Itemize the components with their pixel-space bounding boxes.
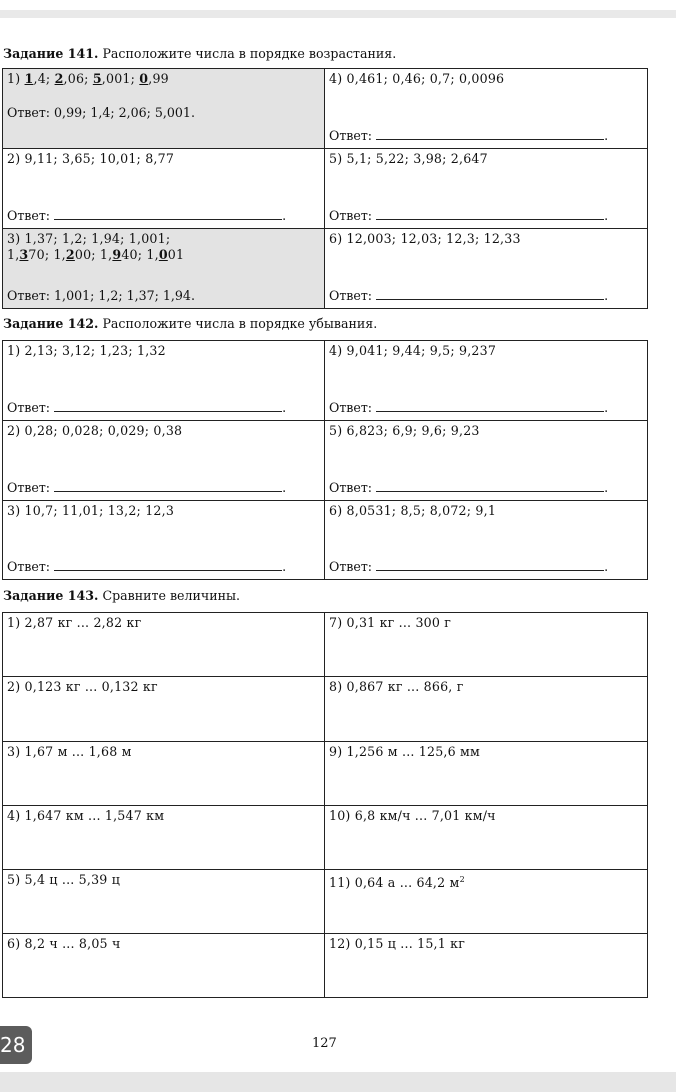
answer-blank	[376, 481, 604, 492]
task-143-item-1[interactable]: 1) 2,87 кг ... 2,82 кг	[3, 613, 325, 677]
task-141-item-3	[3, 229, 325, 309]
task-142-instruction: Расположите числа в порядке убывания.	[98, 316, 378, 331]
answer-blank	[54, 560, 282, 571]
task-143-item-12[interactable]: 12) 0,15 ц ... 15,1 кг	[325, 934, 648, 998]
task-142-item-5-answer[interactable]: Ответ: .	[329, 480, 609, 495]
task-142-item-4	[325, 341, 648, 421]
task-142-item-4-answer[interactable]: Ответ: .	[329, 400, 609, 415]
task-142-item-2	[3, 421, 325, 501]
top-band	[0, 0, 676, 22]
answer-blank	[54, 481, 282, 492]
task-141-item-4	[325, 69, 648, 149]
answer-blank	[376, 401, 604, 412]
bottom-band	[0, 1072, 676, 1092]
task-143-item-10[interactable]: 10) 6,8 км/ч ... 7,01 км/ч	[325, 806, 648, 870]
task-142-item-5-numbers: 5) 6,823; 6,9; 9,6; 9,23	[329, 423, 480, 438]
task-142-item-5	[325, 421, 648, 501]
task-141-item-5-answer[interactable]: Ответ: .	[329, 208, 609, 223]
task-141-item-4-numbers: 4) 0,461; 0,46; 0,7; 0,0096	[329, 71, 505, 86]
task-142-item-3	[3, 501, 325, 580]
task-142-number: Задание 142.	[3, 316, 99, 331]
answer-blank	[376, 289, 604, 300]
task-143-item-3[interactable]: 3) 1,67 м ... 1,68 м	[3, 742, 325, 806]
task-143-item-11[interactable]: 11) 0,64 а ... 64,2 $м^2$	[325, 870, 648, 934]
task-141-number: Задание 141.	[3, 46, 99, 61]
task-142-item-6	[325, 501, 648, 580]
task-141-table	[2, 68, 648, 309]
task-141-item-5	[325, 149, 648, 229]
top-strip	[0, 10, 676, 18]
task-141-item-6-answer[interactable]: Ответ: .	[329, 288, 609, 303]
task-143-item-4[interactable]: 4) 1,647 км ... 1,547 км	[3, 806, 325, 870]
task-143-heading	[3, 588, 240, 604]
task-142-item-1-numbers: 1) 2,13; 3,12; 1,23; 1,32	[7, 343, 166, 358]
answer-blank	[376, 560, 604, 571]
task-142-heading	[3, 316, 377, 332]
task-142-item-3-numbers: 3) 10,7; 11,01; 13,2; 12,3	[7, 503, 175, 518]
task-143-item-7[interactable]: 7) 0,31 кг ... 300 г	[325, 613, 648, 677]
task-143-item-2[interactable]: 2) 0,123 кг ... 0,132 кг	[3, 677, 325, 742]
task-143-number: Задание 143.	[3, 588, 99, 603]
task-141-item-1-numbers: 1) 1,4; 2,06; 5,001; 0,99	[7, 71, 169, 86]
task-141-item-1	[3, 69, 325, 149]
task-141-item-3-numbers: 3) 1,37; 1,2; 1,94; 1,001; 1,370; 1,200; 1,940; 1,001	[7, 231, 185, 262]
task-142-item-2-numbers: 2) 0,28; 0,028; 0,029; 0,38	[7, 423, 183, 438]
task-143-instruction: Сравните величины.	[98, 588, 241, 603]
answer-blank	[54, 209, 282, 220]
task-143-item-5[interactable]: 5) 5,4 ц ... 5,39 ц	[3, 870, 325, 934]
task-141-item-2-numbers: 2) 9,11; 3,65; 10,01; 8,77	[7, 151, 175, 166]
task-141-item-5-numbers: 5) 5,1; 5,22; 3,98; 2,647	[329, 151, 488, 166]
task-142-item-3-answer[interactable]: Ответ: .	[7, 559, 287, 574]
page-number: 127	[312, 1036, 337, 1051]
task-141-item-4-answer[interactable]: Ответ: .	[329, 128, 609, 143]
task-143-item-9[interactable]: 9) 1,256 м ... 125,6 мм	[325, 742, 648, 806]
task-141-item-2-answer[interactable]: Ответ: .	[7, 208, 287, 223]
answer-blank	[376, 209, 604, 220]
answer-blank	[376, 129, 604, 140]
task-141-item-1-answer: Ответ: 0,99; 1,4; 2,06; 5,001.	[7, 105, 195, 120]
task-142-table	[2, 340, 648, 580]
task-142-item-6-numbers: 6) 8,0531; 8,5; 8,072; 9,1	[329, 503, 497, 518]
task-141-heading	[3, 46, 396, 62]
task-143-item-8[interactable]: 8) 0,867 кг ... 866, г	[325, 677, 648, 742]
answer-blank	[54, 401, 282, 412]
task-141-item-6-numbers: 6) 12,003; 12,03; 12,3; 12,33	[329, 231, 521, 246]
task-143-table	[2, 612, 648, 998]
task-142-item-4-numbers: 4) 9,041; 9,44; 9,5; 9,237	[329, 343, 497, 358]
task-142-item-1-answer[interactable]: Ответ: .	[7, 400, 287, 415]
task-141-item-3-answer: Ответ: 1,001; 1,2; 1,37; 1,94.	[7, 288, 195, 303]
task-142-item-1	[3, 341, 325, 421]
page-badge: 28	[0, 1026, 32, 1064]
task-143-item-6[interactable]: 6) 8,2 ч ... 8,05 ч	[3, 934, 325, 998]
task-142-item-6-answer[interactable]: Ответ: .	[329, 559, 609, 574]
task-142-item-2-answer[interactable]: Ответ: .	[7, 480, 287, 495]
task-141-item-2	[3, 149, 325, 229]
task-141-item-6	[325, 229, 648, 309]
task-141-instruction: Расположите числа в порядке возрастания.	[98, 46, 397, 61]
